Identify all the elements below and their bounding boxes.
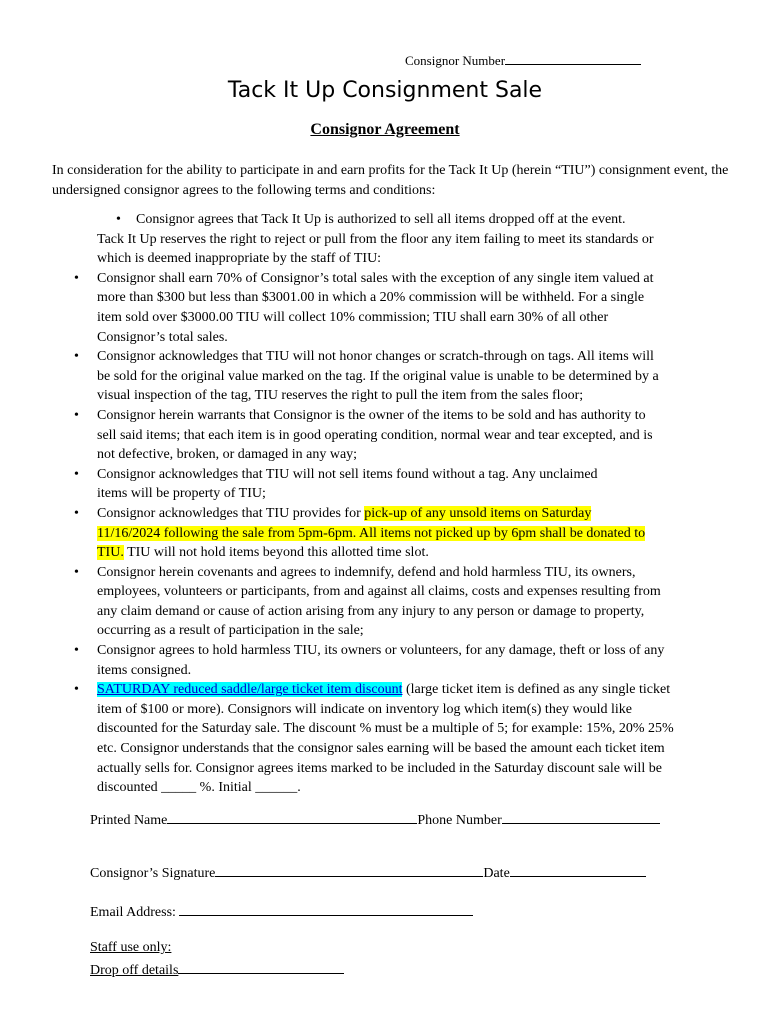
- bullet-icon: •: [116, 212, 121, 227]
- email-row: [90, 901, 473, 921]
- term-line: • Consignor herein covenants and agrees to indemnify, defend and hold harmless TIU, its owners,: [52, 563, 732, 583]
- highlighted-pickup-text: pick-up of any unsold items on Saturday: [364, 505, 592, 521]
- term-line: more than $300 but less than $3001.00 in which a 20% commission will be withheld. For a single: [97, 290, 645, 306]
- term-line: sell said items; that each item is in good operating condition, normal wear and tear excepted, and is: [97, 427, 653, 443]
- term-line: • Consignor acknowledges that TIU will not honor changes or scratch-through on tags. All items will: [52, 347, 732, 367]
- drop-off-label: Drop off details: [90, 963, 179, 978]
- phone-number-input[interactable]: [502, 809, 660, 824]
- term-line: • Consignor agrees to hold harmless TIU, its owners or volunteers, for any damage, theft or loss of any: [52, 641, 732, 661]
- term-line: items will be property of TIU;: [97, 486, 266, 502]
- term-line: occurring as a result of participation in the sale;: [97, 623, 364, 639]
- email-label: Email Address:: [90, 905, 180, 920]
- term-line: actually sells for. Consignor agrees items marked to be included in the Saturday discount sale will be: [97, 760, 662, 776]
- printed-name-label: Printed Name: [90, 813, 168, 828]
- term-line: any claim demand or cause of action arising from any injury to any person or damage to property,: [97, 603, 645, 619]
- term-line: employees, volunteers or participants, from and against all claims, costs and expenses resulting from: [97, 584, 661, 600]
- term-line: item sold over $3000.00 TIU will collect 10% commission; TIU shall earn 30% of all other: [97, 309, 609, 325]
- staff-use-heading: Staff use only:: [90, 940, 172, 955]
- term-line: discounted _____ %. Initial ______.: [97, 780, 301, 796]
- page-title: Tack It Up Consignment Sale: [227, 78, 543, 103]
- printed-name-row: [90, 809, 660, 829]
- highlighted-pickup-text: TIU.: [97, 545, 124, 561]
- date-input[interactable]: [510, 862, 646, 877]
- email-input[interactable]: [179, 901, 473, 916]
- bullet-icon: •: [74, 682, 79, 698]
- signature-label: Consignor’s Signature: [90, 866, 216, 881]
- drop-off-row: [90, 959, 344, 979]
- signature-row: [90, 862, 646, 882]
- consignor-number-blank[interactable]: [505, 52, 641, 65]
- bullet-icon: •: [74, 505, 79, 521]
- consignor-number-label: Consignor Number: [405, 53, 506, 68]
- term-line: visual inspection of the tag, TIU reserves the right to pull the item from the sales floor;: [97, 388, 584, 404]
- term-line: Consignor’s total sales.: [97, 329, 228, 345]
- consignor-number-field: [405, 52, 641, 69]
- term-line: discounted for the Saturday sale. The discount % must be a multiple of 5; for example: 15%, 20% 25%: [97, 721, 674, 737]
- term-line: which is deemed inappropriate by the staff of TIU:: [97, 251, 382, 267]
- term-line: • Consignor shall earn 70% of Consignor’s total sales with the exception of any single item valued at: [52, 269, 732, 289]
- bullet-icon: •: [74, 349, 79, 365]
- bullet-icon: •: [74, 407, 79, 423]
- term-line: TIU. TIU will not hold items beyond this allotted time slot.: [97, 545, 429, 561]
- term-line: item of $100 or more). Consignors will indicate on inventory log which item(s) they would like: [97, 701, 633, 717]
- term-line: items consigned.: [97, 662, 192, 678]
- term-line: • SATURDAY reduced saddle/large ticket item discount (large ticket item is defined as any single ticket: [52, 680, 732, 700]
- term-line: [52, 524, 732, 544]
- term-line: • Consignor agrees that Tack It Up is authorized to sell all items dropped off at the event.: [52, 210, 732, 230]
- printed-name-input[interactable]: [167, 809, 417, 824]
- drop-off-input[interactable]: [178, 959, 344, 974]
- agreement-heading: Consignor Agreement: [310, 121, 460, 138]
- signature-input[interactable]: [215, 862, 483, 877]
- term-line: Tack It Up reserves the right to reject or pull from the floor any item failing to meet its standards or: [97, 231, 654, 247]
- term-line: etc. Consignor understands that the consignor sales earning will be based the amount each ticket item: [97, 741, 665, 757]
- term-line: • Consignor acknowledges that TIU provides for pick-up of any unsold items on Saturday: [52, 504, 732, 524]
- term-line: not defective, broken, or damaged in any way;: [97, 447, 358, 463]
- term-line: • Consignor herein warrants that Consignor is the owner of the items to be sold and has authority to: [52, 406, 732, 426]
- bullet-icon: •: [74, 564, 79, 580]
- saturday-discount-link[interactable]: SATURDAY reduced saddle/large ticket item discount: [97, 682, 403, 698]
- bullet-icon: •: [74, 643, 79, 659]
- intro-paragraph: In consideration for the ability to participate in and earn profits for the Tack It Up (herein “TIU”) consignment event, the undersigned consignor agrees to the following terms and conditions:: [52, 163, 729, 198]
- bullet-icon: •: [74, 270, 79, 286]
- term-line: • Consignor acknowledges that TIU will not sell items found without a tag. Any unclaimed: [52, 465, 732, 485]
- bullet-icon: •: [74, 466, 79, 482]
- date-label: Date: [483, 866, 510, 881]
- term-line: be sold for the original value marked on the tag. If the original value is unable to be determined by a: [97, 368, 659, 384]
- highlighted-pickup-text: 11/16/2024 following the sale from 5pm-6pm. All items not picked up by 6pm shall be donated to: [97, 525, 646, 541]
- terms-list: [52, 210, 732, 798]
- phone-number-label: Phone Number: [417, 813, 502, 828]
